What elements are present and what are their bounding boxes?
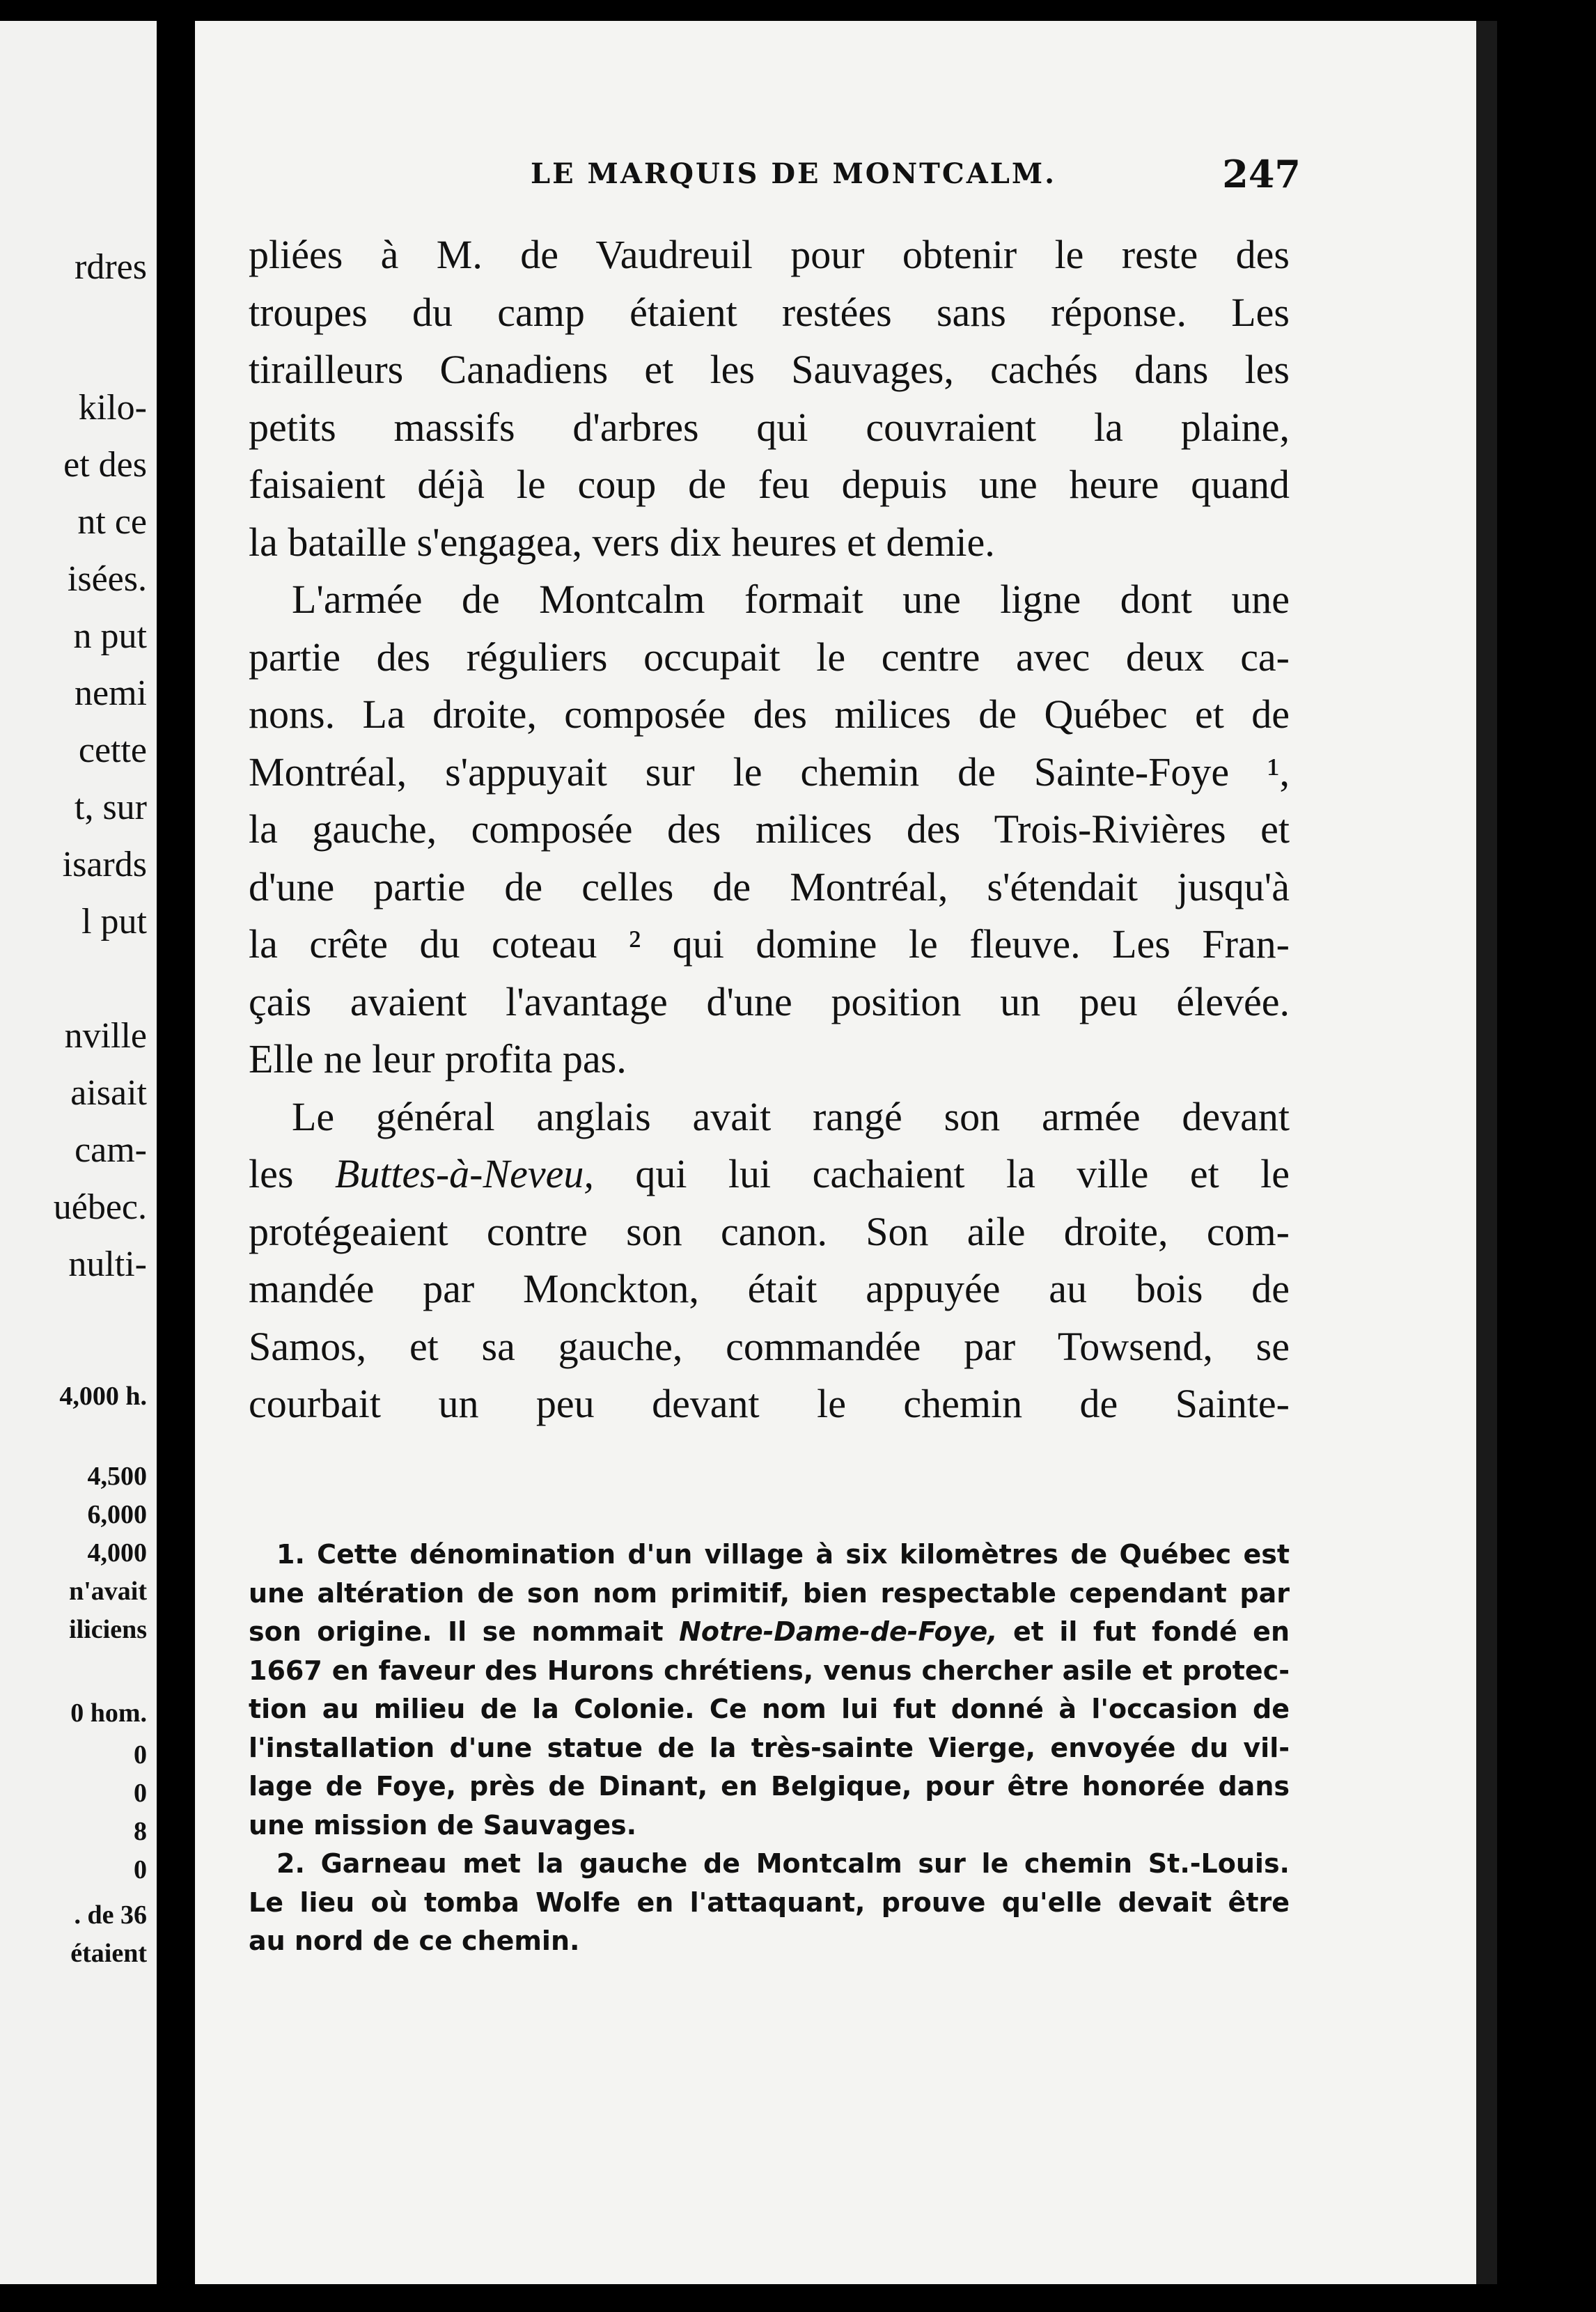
facing-page-line: n put bbox=[73, 616, 147, 656]
facing-page-line: 0 hom. bbox=[70, 1698, 147, 1728]
facing-page-line: nemi bbox=[75, 673, 147, 713]
facing-page-line: l put bbox=[81, 902, 147, 942]
facing-page-line: 0 bbox=[134, 1855, 147, 1884]
page-edge bbox=[1476, 21, 1497, 2284]
footnote-line: l'installation d'une statue de la très-sainte Vierge, envoyée du vil- bbox=[249, 1732, 1290, 1763]
text-line: Samos, et sa gauche, commandée par Towsend, se bbox=[249, 1323, 1290, 1369]
footnote-line: 1. Cette dénomination d'un village à six kilomètres de Québec est bbox=[276, 1539, 1290, 1570]
footnote-line: au nord de ce chemin. bbox=[249, 1926, 580, 1956]
facing-page-line: 6,000 bbox=[87, 1500, 147, 1529]
running-head: LE MARQUIS DE MONTCALM. bbox=[531, 157, 1057, 190]
text-line: Elle ne leur profita pas. bbox=[249, 1036, 627, 1081]
text-line bbox=[249, 1146, 1290, 1203]
main-text bbox=[249, 226, 1290, 1433]
page-number: 247 bbox=[1222, 152, 1301, 196]
text-line: mandée par Monckton, était appuyée au bois de bbox=[249, 1266, 1290, 1311]
text-line: petits massifs d'arbres qui couvraient la plaine, bbox=[249, 404, 1290, 450]
facing-page-line: cette bbox=[78, 731, 147, 770]
scan-border bbox=[1497, 0, 1596, 2312]
text-line: troupes du camp étaient restées sans réponse. Les bbox=[249, 289, 1290, 335]
facing-page-fragment bbox=[0, 21, 157, 2284]
text-fragment: les bbox=[249, 1151, 294, 1196]
footnote-line bbox=[249, 1613, 1290, 1652]
facing-page-line: 8 bbox=[134, 1817, 147, 1846]
facing-page-line: 4,000 bbox=[87, 1538, 147, 1568]
place-name-italic: Notre-Dame-de-Foye, bbox=[679, 1616, 998, 1647]
text-line: pliées à M. de Vaudreuil pour obtenir le reste des bbox=[249, 232, 1290, 277]
facing-page-line: 0 bbox=[134, 1740, 147, 1770]
footnote-line: 1667 en faveur des Hurons chrétiens, venus chercher asile et protec- bbox=[249, 1655, 1290, 1686]
footnote-line: lage de Foye, près de Dinant, en Belgique, pour être honorée dans bbox=[249, 1771, 1290, 1802]
facing-page-line: n'avait bbox=[69, 1577, 147, 1606]
facing-page-line: aisait bbox=[70, 1073, 147, 1113]
text-line: la bataille s'engagea, vers dix heures et demie. bbox=[249, 519, 995, 565]
text-line: çais avaient l'avantage d'une position un peu élevée. bbox=[249, 978, 1290, 1024]
text-line: protégeaient contre son canon. Son aile droite, com- bbox=[249, 1208, 1290, 1254]
text-fragment: et il fut fondé en bbox=[1013, 1616, 1290, 1647]
facing-page-line: 4,000 h. bbox=[59, 1382, 147, 1411]
text-line: tirailleurs Canadiens et les Sauvages, cachés dans les bbox=[249, 347, 1290, 392]
footnotes bbox=[249, 1536, 1290, 1961]
footnote-line: une altération de son nom primitif, bien respectable cependant par bbox=[249, 1577, 1290, 1609]
text-fragment: son origine. Il se nommait bbox=[249, 1616, 664, 1647]
text-line: Montréal, s'appuyait sur le chemin de Sainte-Foye ¹, bbox=[249, 749, 1290, 795]
text-line: courbait un peu devant le chemin de Sainte- bbox=[249, 1381, 1290, 1426]
facing-page-line: . de 36 bbox=[74, 1900, 147, 1930]
footnote-line: 2. Garneau met la gauche de Montcalm sur le chemin St.-Louis. bbox=[276, 1848, 1290, 1879]
text-fragment: qui lui cachaient la ville et le bbox=[635, 1151, 1290, 1196]
text-line: d'une partie de celles de Montréal, s'étendait jusqu'à bbox=[249, 864, 1290, 909]
footnote-line: tion au milieu de la Colonie. Ce nom lui fut donné à l'occasion de bbox=[249, 1694, 1290, 1724]
text-line: la crête du coteau ² qui domine le fleuve. Les Fran- bbox=[249, 921, 1290, 967]
facing-page-line: étaient bbox=[70, 1939, 147, 1968]
facing-page-line: kilo- bbox=[78, 388, 147, 428]
page-header bbox=[334, 152, 1301, 201]
footnote-line: une mission de Sauvages. bbox=[249, 1809, 637, 1841]
facing-page-line: uébec. bbox=[53, 1187, 147, 1227]
facing-page-line: 4,500 bbox=[87, 1462, 147, 1491]
facing-page-line: et des bbox=[63, 445, 147, 485]
text-line: faisaient déjà le coup de feu depuis une heure quand bbox=[249, 462, 1290, 507]
facing-page-line: 0 bbox=[134, 1779, 147, 1808]
facing-page-line: nulti- bbox=[68, 1244, 147, 1284]
facing-page-line: nville bbox=[64, 1016, 147, 1056]
text-line: nons. La droite, composée des milices de Québec et de bbox=[249, 692, 1290, 737]
book-gutter bbox=[157, 0, 195, 2312]
facing-page-line: cam- bbox=[75, 1130, 147, 1170]
facing-page-line: rdres bbox=[75, 247, 147, 287]
facing-page-line: nt ce bbox=[77, 502, 147, 542]
facing-page-line: t, sur bbox=[75, 788, 147, 827]
text-line: Le général anglais avait rangé son armée devant bbox=[292, 1093, 1290, 1139]
text-line: L'armée de Montcalm formait une ligne dont une bbox=[292, 577, 1290, 622]
facing-page-line: iliciens bbox=[69, 1615, 147, 1644]
footnote-line: Le lieu où tomba Wolfe en l'attaquant, prouve qu'elle devait être bbox=[249, 1887, 1290, 1918]
place-name-italic: Buttes-à-Neveu, bbox=[334, 1151, 594, 1196]
facing-page-line: isées. bbox=[67, 559, 147, 599]
text-line: la gauche, composée des milices des Trois-Rivières et bbox=[249, 806, 1290, 852]
facing-page-line: isards bbox=[62, 845, 147, 884]
text-line: partie des réguliers occupait le centre avec deux ca- bbox=[249, 634, 1290, 680]
